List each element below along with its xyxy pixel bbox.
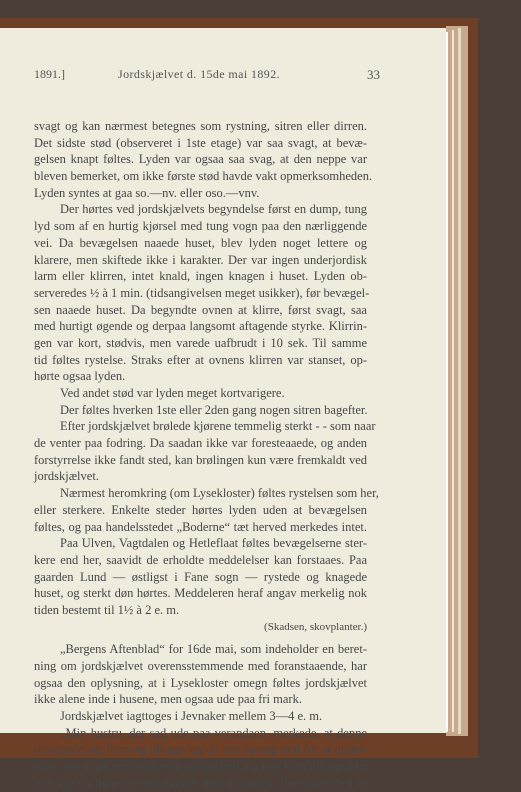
text-line: jordskjælvet. [34, 469, 99, 484]
text-line: de venter paa fodring. Da saadan ikke var foresteaaede, og anden [34, 436, 367, 451]
page-edge-line [458, 28, 461, 734]
text-line: gelsen knapt føltes. Lyden var ogsaa saa svag, at den neppe var [34, 152, 367, 167]
text-line: huset, og sterkt døn hørtes. Meddeleren heraf angav merkelig nok [34, 586, 367, 601]
text-line: føltes, og paa handelsstedet „Boderne“ tæt herved merkedes intet. [34, 519, 367, 534]
page-number: 33 [367, 67, 380, 82]
text-line: bleven bemerket, om ikke første stød havde vakt opmerksomheden. [34, 169, 373, 184]
text-line: tiden bestemt til 1½ à 2 e. m. [34, 602, 180, 617]
text-line: larm eller klirren, intet knald, ingen knagen i huset. Lyden ob- [34, 269, 367, 284]
text-line: serveredes ½ à 1 min. (tidsangivelsen meget usikker), før bevægel- [34, 285, 370, 300]
text-line: bevægede sig frem og tilbage, og da hun sprang ned for at under- [34, 742, 367, 757]
book-page [0, 28, 446, 790]
text-line: „Bergens Aftenblad“ for 16de mai, som indeholder en beret- [60, 642, 367, 657]
text-line: svagt og kan nærmest betegnes som rystning, sitren eller dirren. [34, 119, 367, 133]
text-line: lyd som af en hurtig kjørsel med tung vogn paa den nærliggende [34, 219, 367, 234]
text-line: forstyrrelse ikke fandt sted, kan brølingen kun være fremkaldt ved [34, 452, 367, 467]
text-line: Jordskjælvet iagttoges i Jevnaker mellem 3—4 e. m. [60, 709, 323, 724]
text-line: vei. Da bevægelsen naaede huset, blev lyden noget lettere og [34, 235, 367, 250]
page-body [34, 118, 379, 792]
text-line: hørte ogsaa lyden. [34, 369, 126, 384]
text-line: sen naaede huset. Da begyndte ovnen at klirre, først svagt, saa [34, 302, 367, 317]
text-line: kere end her, saavidt de erholdte meddelelser kan forstaaes. Paa [34, 552, 367, 567]
text-line: tid føltes rystelse. Straks efter at ovnens klirren var stanset, op- [34, 352, 367, 367]
text-line: „Min hustru, der sad ude paa verandaen, merkede, at denne [60, 725, 367, 740]
text-line: ogsaa den oplysning, at i Lysekloster omegn føltes jordskjælvet [34, 675, 367, 690]
text-line: Lyden syntes at gaa so.—nv. eller oso.—vnv. [34, 185, 260, 200]
source-attribution: (Skadsen, skovplanter.) [264, 620, 367, 633]
text-line: hun var en lignende bevægelse. Min kontorist, der sad inde i et [34, 775, 367, 790]
running-header [34, 67, 380, 83]
page-edge-line [446, 32, 448, 732]
text-line: Der hørtes ved jordskjælvets begyndelse først en dump, tung [60, 202, 367, 217]
page-edges [446, 26, 468, 736]
text-line: ning om jordskjælvet overensstemmende med foranstaaende, har [34, 659, 367, 673]
text-line: søge, om noget menneske var aarsag heri, og hun kom tilbage, blev [34, 759, 371, 774]
text-line: eller sterkere. Enkelte steder hørtes lyden uden at bevægelsen [34, 502, 367, 517]
text-line: Nærmest heromkring (om Lysekloster) føltes rystelsen som her, [60, 486, 379, 501]
text-line: Efter jordskjælvet brølede kjørene temmelig sterkt - - som naar [60, 419, 376, 434]
page-edge-line [452, 30, 454, 732]
text-line: gen var kort, stødvis, men varede uafbrudt i 10 sek. Til samme [34, 335, 367, 350]
text-line: Det sidste stød (observeret i 1ste etage) var saa svagt, at bevæ- [34, 135, 367, 150]
text-line: klarere, men skiftede ikke i karakter. Der var ingen underjordisk [34, 252, 367, 267]
header-title: Jordskjælvet d. 15de mai 1892. [118, 67, 280, 81]
text-line: med hurtigt øgende og derpaa langsomt aftagende styrke. Klirrin- [34, 319, 367, 334]
header-year: 1891.] [34, 67, 65, 81]
text-line: Der føltes hverken 1ste eller 2den gang nogen sitren bagefter. [60, 402, 368, 417]
text-line: ikke alene inde i husene, men ogsaa ude paa fri mark. [34, 692, 302, 707]
text-line: Paa Ulven, Vagtdalen og Hetleflaat føltes bevægelserne ster- [60, 536, 367, 551]
text-line: gaarden Lund — østligst i Fane sogn — rystede og knagede [34, 569, 367, 584]
text-line: Ved andet stød var lyden meget kortvarigere. [60, 386, 285, 400]
